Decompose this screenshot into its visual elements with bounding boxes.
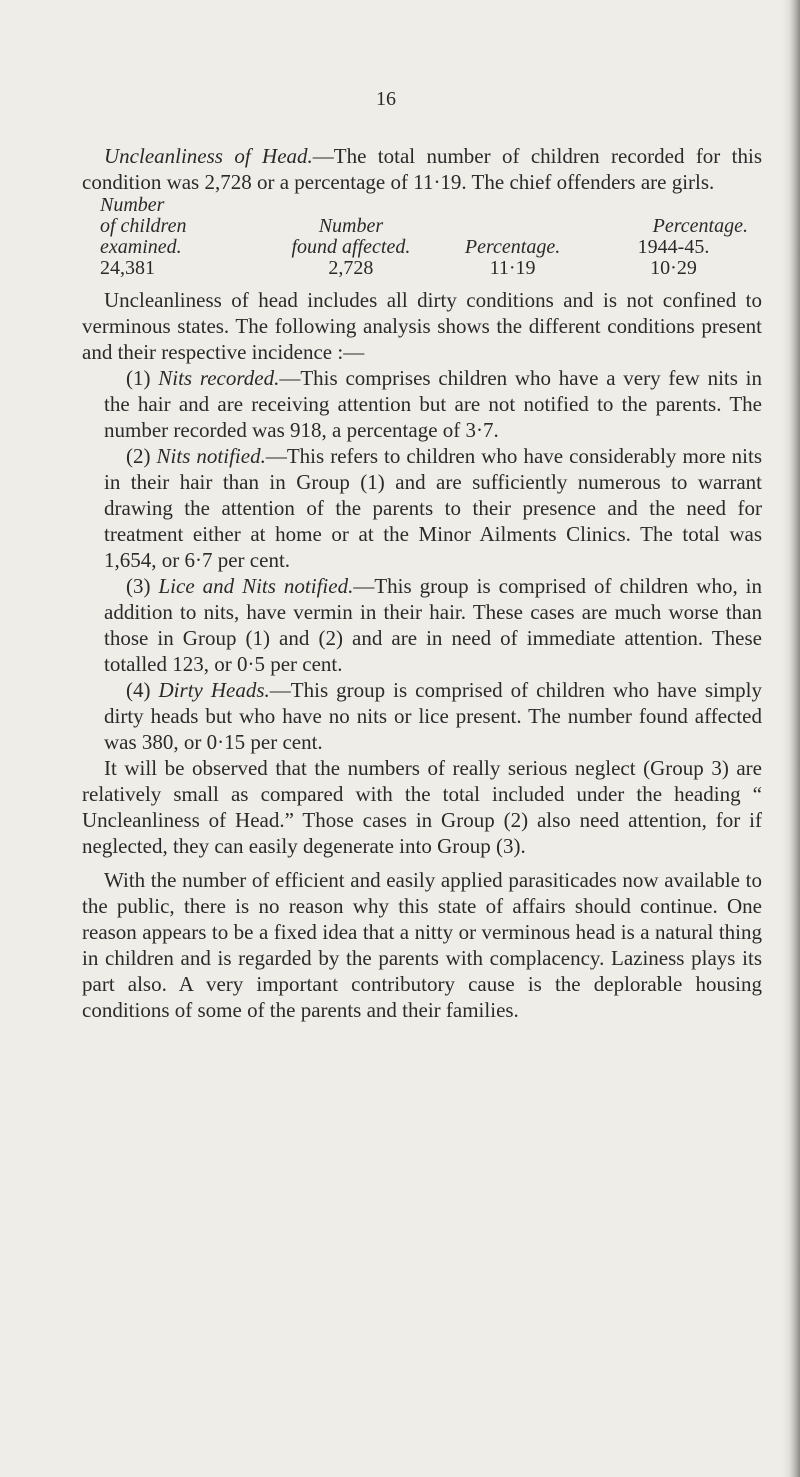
analysis-intro-paragraph: Uncleanliness of head includes all dirty conditions and is not confined to verminous states. The following analysis shows the different conditions present and their respective incidence :— xyxy=(82,288,762,364)
group-title: Nits recorded. xyxy=(158,366,280,390)
body-text xyxy=(82,143,762,1023)
page-edge-shadow xyxy=(782,0,800,1477)
header-col-2: Number xyxy=(318,215,384,237)
group-title: Nits notified. xyxy=(156,444,266,468)
group-text: —This group is comprised of children who, in addition to nits, have vermin in their hair. These cases are much worse than those in Group (1) and (2) and are in need of immediate attention. These totalled 123, or 0·5 per cent. xyxy=(104,574,763,676)
page-number: 16 xyxy=(376,88,396,110)
header-col-4 xyxy=(585,195,762,216)
header-col-2: found affected. xyxy=(291,236,411,258)
header-col-1: Number xyxy=(100,194,165,216)
observation-paragraph: It will be observed that the numbers of really serious neglect (Group 3) are relatively small as compared with the total included under the heading “ Uncleanliness of Head.” Those cases in Group (2) also need attention, for if neglected, they can easily degenerate into Group (3). xyxy=(82,756,762,858)
group-title: Dirty Heads. xyxy=(158,678,270,702)
section-title: Uncleanliness of Head. xyxy=(104,144,313,168)
parasiticides-paragraph: With the number of efficient and easily applied parasiticades now available to the public, there is no reason why this state of affairs should continue. One reason appears to be a fixed idea that a nitty or verminous head is a natural thing in children and is regarded by the parents with complacency. Laziness plays its part also. A very important contributory cause is the deplorable housing conditions of some of the parents and their families. xyxy=(82,868,762,1022)
group-item-1 xyxy=(104,365,762,443)
header-col-4: 1944-45. xyxy=(637,236,710,258)
cell-percentage: 11·19 xyxy=(489,257,536,279)
group-text: —This refers to children who have considerably more nits in their hair than in Group (1) and are sufficiently numerous to warrant drawing the attention of the parents to their presence and the need for treatment either at home or at the Minor Ailments Clinics. The total was 1,654, or 6·7 per cent. xyxy=(104,444,762,572)
group-item-4 xyxy=(104,677,762,755)
group-text: —This group is comprised of children who have simply dirty heads but who have no nits or lice present. The number found affected was 380, or 0·15 per cent. xyxy=(104,678,762,754)
cell-percentage-1944-45: 10·29 xyxy=(650,257,697,279)
header-col-3 xyxy=(440,195,585,216)
header-col-1: examined. xyxy=(100,236,182,258)
table-header-row xyxy=(82,216,762,237)
header-col-3 xyxy=(440,216,585,237)
group-item-2 xyxy=(104,443,762,573)
intro-paragraph xyxy=(82,143,762,195)
group-label: (1) xyxy=(126,366,151,390)
header-col-1: of children xyxy=(100,215,187,237)
header-col-4: Percentage. xyxy=(652,215,748,237)
cell-examined: 24,381 xyxy=(100,257,155,279)
header-col-3: Percentage. xyxy=(464,236,561,258)
table-header-row xyxy=(82,195,762,216)
group-label: (2) xyxy=(126,444,151,468)
group-item-3 xyxy=(104,573,762,677)
group-label: (3) xyxy=(126,574,151,598)
stats-table xyxy=(82,195,762,279)
cell-affected: 2,728 xyxy=(328,257,374,279)
table-row xyxy=(82,258,762,279)
intro-text: —The total number of children recorded for this condition was 2,728 or a percentage of 11·19. The chief offenders are girls. xyxy=(82,144,763,194)
header-col-2 xyxy=(262,195,441,216)
group-text: —This comprises children who have a very few nits in the hair and are receiving attention but are not notified to the parents. The number recorded was 918, a percentage of 3·7. xyxy=(104,366,762,442)
group-label: (4) xyxy=(126,678,151,702)
group-title: Lice and Nits notified. xyxy=(158,574,354,598)
group-list xyxy=(82,365,762,755)
table-header-row xyxy=(82,237,762,258)
